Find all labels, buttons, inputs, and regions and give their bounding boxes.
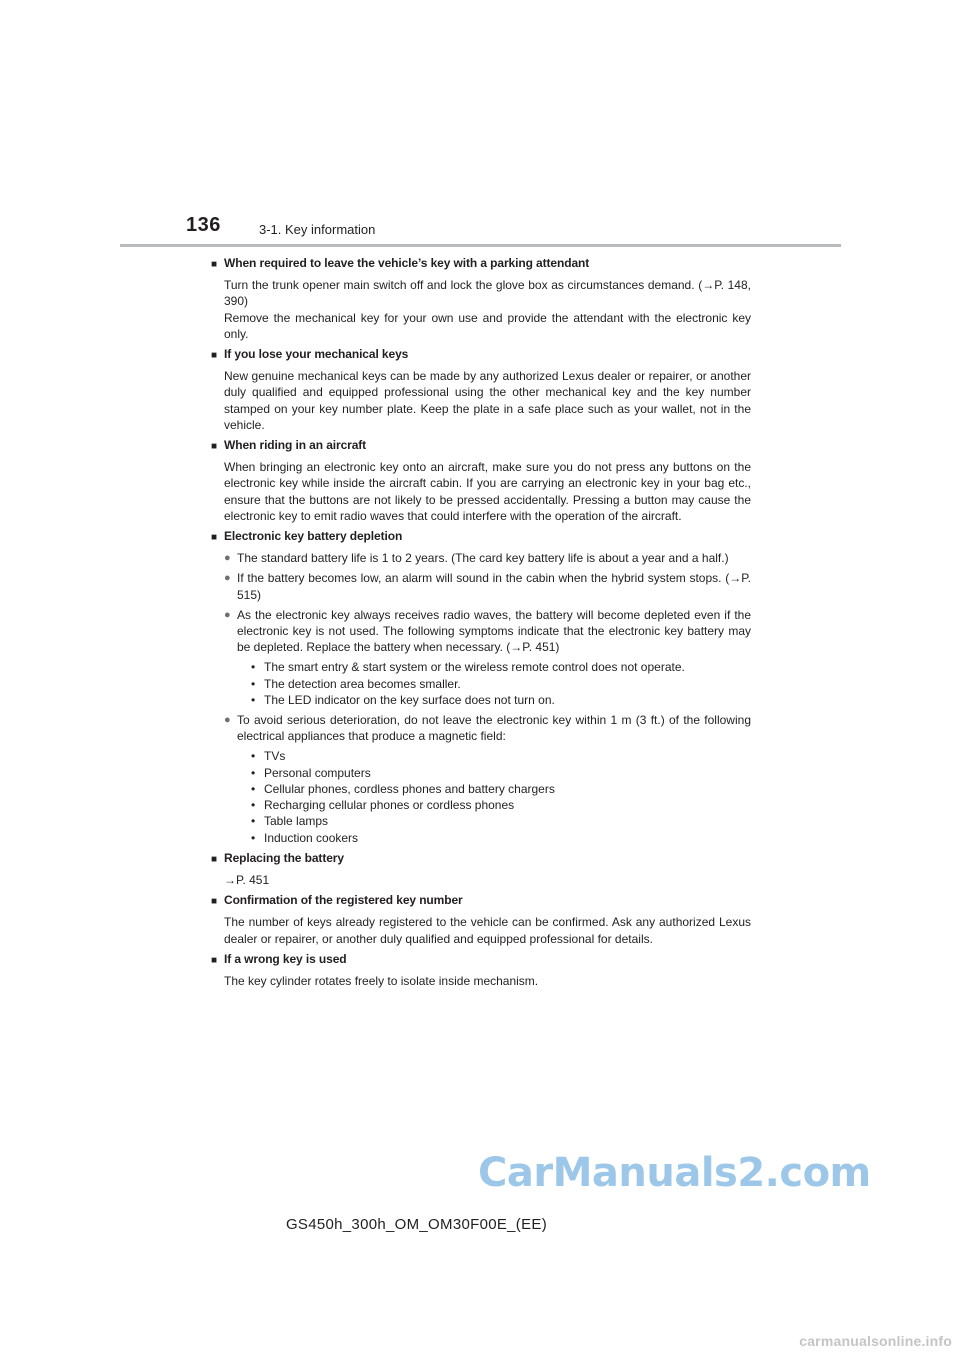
sub-list-item [251,813,751,829]
sub-list-item-text: The smart entry & start system or the wireless remote control does not operate. [264,660,685,675]
section-heading [211,951,751,969]
section-aircraft [211,437,751,524]
section-heading [211,850,751,868]
circle-bullet-icon: ● [224,572,231,585]
sub-list-item [251,797,751,813]
sub-list-item [251,676,751,692]
small-bullet-icon: • [251,781,256,796]
small-bullet-icon: • [251,692,256,707]
section-heading [211,346,751,364]
page-reference: →P. 451 [224,872,270,887]
sub-list-item-text: Induction cookers [264,830,359,845]
square-icon: ■ [211,350,217,362]
sub-list-item-text: The LED indicator on the key surface does not turn on. [264,692,555,707]
section-heading-text: If a wrong key is used [224,951,347,966]
paragraph [211,459,751,524]
small-bullet-icon: • [251,660,256,675]
paragraph-text: When bringing an electronic key onto an aircraft, make sure you do not press any buttons on the electronic key while inside the aircraft cabin. If you are carrying an electronic key in your bag etc., ensure that the buttons are not likely to be pressed accidentally. Pressing a button may cause the electronic key to emit radio waves that could interfere with the operation of the aircraft. [224,460,751,523]
watermark-logo: CarManuals2.com [478,1150,871,1196]
square-icon: ■ [211,532,217,544]
section-heading [211,892,751,910]
bullet-list [211,550,751,845]
sub-list-item [251,830,751,846]
small-bullet-icon: • [251,676,256,691]
square-icon: ■ [211,853,217,865]
sub-list-item [251,748,751,764]
circle-bullet-icon: ● [224,552,231,565]
list-item [224,550,751,566]
square-icon: ■ [211,441,217,453]
content-body [211,255,751,993]
circle-bullet-icon: ● [224,608,231,621]
square-icon: ■ [211,954,217,966]
sub-list-item [251,692,751,708]
section-heading [211,437,751,455]
section-title: 3-1. Key information [259,222,376,237]
page-number: 136 [186,214,221,236]
paragraph [211,914,751,946]
section-heading-text: When required to leave the vehicle’s key with a parking attendant [224,256,590,270]
section-replacing-battery [211,850,751,888]
sub-list-item-text: Cellular phones, cordless phones and battery chargers [264,781,555,796]
section-heading [211,255,751,273]
list-item-text: As the electronic key always receives radio waves, the battery will become depleted even if the electronic key is not used. The following symptoms indicate that the electronic key battery may be depleted. Replace the battery when necessary. (→P. 451) [237,607,751,655]
footer-document-code: GS450h_300h_OM_OM30F00E_(EE) [285,1216,547,1233]
sub-list-item-text: The detection area becomes smaller. [264,676,461,691]
section-heading [211,528,751,546]
sub-list [224,659,751,708]
sub-list-item [251,659,751,675]
list-item-text: To avoid serious deterioration, do not leave the electronic key within 1 m (3 ft.) of the following electrical appliances that produce a magnetic field: [237,713,751,744]
small-bullet-icon: • [251,798,256,813]
sub-list-item [251,781,751,797]
section-heading-text: Replacing the battery [224,850,344,865]
small-bullet-icon: • [251,814,256,829]
small-bullet-icon: • [251,749,256,764]
list-item-text: If the battery becomes low, an alarm will sound in the cabin when the hybrid system stops. (→P. 515) [237,571,751,602]
page-header [0,210,960,250]
paragraph [211,973,751,989]
section-wrong-key [211,951,751,989]
paragraph-text: Remove the mechanical key for your own use and provide the attendant with the electronic key only. [224,310,751,341]
list-item [224,570,751,602]
sub-list-item [251,765,751,781]
sub-list-item-text: Table lamps [264,814,329,829]
square-icon: ■ [211,259,217,270]
list-item [224,712,751,744]
watermark-site: carmanualsonline.info [799,1333,952,1349]
section-registered-key-number [211,892,751,947]
circle-bullet-icon: ● [224,714,231,727]
section-heading-text: Confirmation of the registered key number [224,893,463,908]
section-heading-text: When riding in an aircraft [224,438,367,453]
small-bullet-icon: • [251,830,256,845]
paragraph [211,368,751,433]
paragraph-text: New genuine mechanical keys can be made by any authorized Lexus dealer or repairer, or another duly qualified and equipped professional using the other mechanical key and the key number stamped on your key number plate. Keep the plate in a safe place such as your wallet, not in the vehicle. [224,369,751,432]
list-item-text: The standard battery life is 1 to 2 years. (The card key battery life is about a year and a half.) [237,551,729,566]
section-heading-text: Electronic key battery depletion [224,529,403,544]
sub-list-item-text: Recharging cellular phones or cordless phones [264,798,515,813]
section-heading-text: If you lose your mechanical keys [224,347,409,362]
sub-list [224,748,751,845]
paragraph-text: Turn the trunk opener main switch off and lock the glove box as circumstances demand. (→P. 148, 390) [224,278,751,309]
section-battery-depletion [211,528,751,846]
paragraph [211,277,751,342]
square-icon: ■ [211,896,217,908]
paragraph-text: The key cylinder rotates freely to isolate inside mechanism. [224,973,539,988]
small-bullet-icon: • [251,765,256,780]
list-item [224,607,751,656]
sub-list-item-text: Personal computers [264,765,371,780]
paragraph-text: The number of keys already registered to the vehicle can be confirmed. Ask any authorized Lexus dealer or repairer, or another duly qualified and equipped professional for details. [224,915,751,946]
header-rule [120,244,841,247]
section-lost-keys [211,346,751,433]
section-parking-attendant [211,255,751,342]
sub-list-item-text: TVs [264,749,286,764]
